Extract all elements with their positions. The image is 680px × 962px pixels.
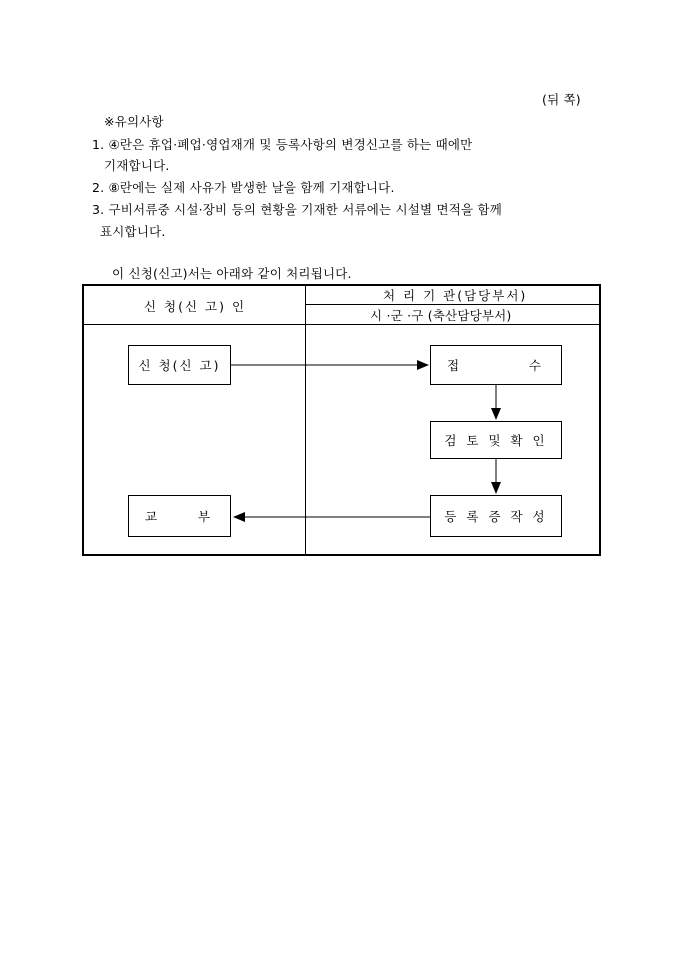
arrow-issue-to-grant	[233, 512, 430, 522]
arrow-review-to-issue	[491, 459, 501, 494]
grant-step-label-right: 부	[197, 509, 210, 524]
note-item-3: 3. 구비서류중 시설·장비 등의 현황을 기재한 서류에는 시설별 면적을 함께	[92, 202, 503, 217]
issue-certificate-step-label: 등 록 증 작 성	[444, 509, 548, 524]
note-item-1: 1. ④란은 휴업·폐업·영업재개 및 등록사항의 변경신고를 하는 때에만	[92, 137, 473, 152]
review-step-label: 검 토 및 확 인	[444, 433, 548, 448]
notes-heading: ※유의사항	[104, 114, 164, 129]
grant-step-label-left: 교	[145, 509, 158, 524]
apply-step-label: 신 청(신 고)	[138, 358, 221, 373]
arrow-receive-to-review	[491, 385, 501, 420]
note-item-2: 2. ⑧란에는 실제 사유가 발생한 날을 함께 기재합니다.	[92, 180, 395, 195]
receive-step-label-right: 수	[528, 358, 541, 373]
note-item-3-continued: 표시합니다.	[100, 224, 166, 239]
page-side-label: (뒤 쪽)	[542, 92, 581, 107]
processing-department-header: 시 ·군 ·구 (축산담당부서)	[370, 308, 512, 323]
applicant-column-header: 신 청(신 고) 인	[144, 299, 247, 314]
process-intro: 이 신청(신고)서는 아래와 같이 처리됩니다.	[112, 266, 352, 281]
arrow-apply-to-receive	[231, 360, 429, 370]
processing-agency-header: 처 리 기 관(담당부서)	[383, 288, 528, 303]
receive-step-label-left: 접	[447, 358, 460, 373]
note-item-1-continued: 기재합니다.	[104, 158, 170, 173]
